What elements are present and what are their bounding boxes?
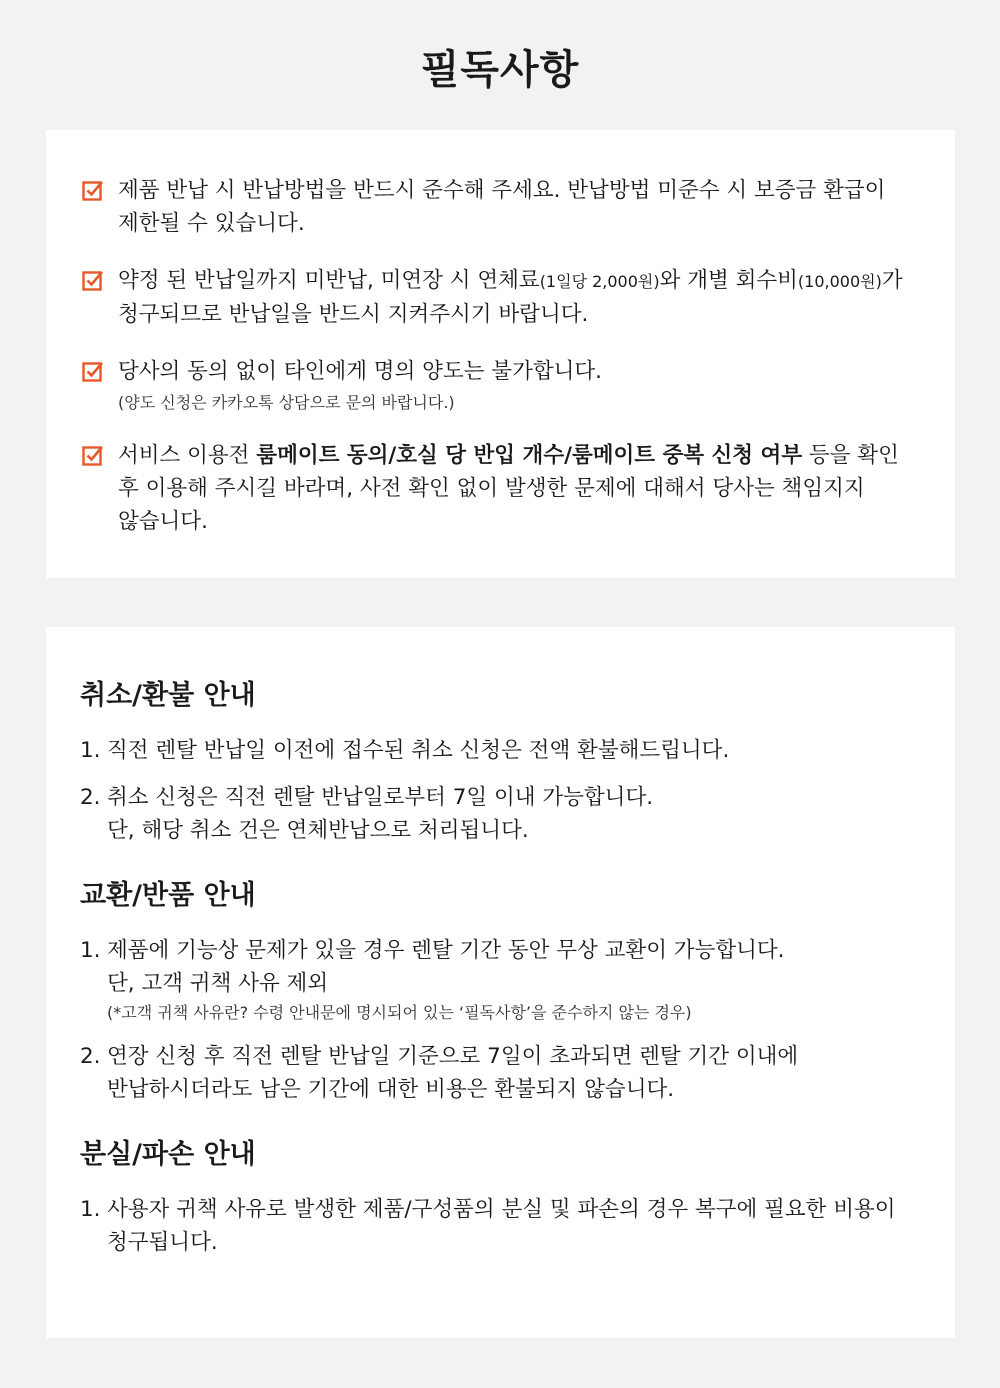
item-number: 2. — [80, 785, 101, 810]
notice-text: 서비스 이용전 — [118, 443, 257, 468]
notice-item — [82, 264, 915, 331]
late-fee-amount: (1일당 2,000원) — [539, 272, 660, 291]
checkbox-checked-icon — [82, 360, 104, 382]
item-text: 연장 신청 후 직전 렌탈 반납일 기준으로 7일이 초과되면 렌탈 기간 이내에 반납하시더라도 남은 기간에 대한 비용은 환불되지 않습니다. — [107, 1044, 799, 1102]
notice-emphasis: 룸메이트 동의/호실 당 반입 개수/룸메이트 중복 신청 여부 — [256, 443, 803, 468]
checkbox-checked-icon — [82, 179, 104, 201]
notice-text: 당사의 동의 없이 타인에게 명의 양도는 불가합니다. — [118, 359, 602, 384]
item-text: 제품에 기능상 문제가 있을 경우 렌탈 기간 동안 무상 교환이 가능합니다. — [107, 938, 785, 963]
list-item — [80, 1040, 915, 1106]
item-text: 사용자 귀책 사유로 발생한 제품/구성품의 분실 및 파손의 경우 복구에 필요한 비용이 청구됩니다. — [107, 1197, 896, 1255]
notice-item — [82, 439, 915, 538]
notice-subtext: (양도 신청은 카카오톡 상담으로 문의 바랍니다.) — [118, 393, 455, 412]
item-number: 1. — [80, 1197, 101, 1222]
section-title: 취소/환불 안내 — [80, 680, 256, 711]
section-title: 교환/반품 안내 — [80, 880, 256, 911]
notice-text: 제품 반납 시 반납방법을 반드시 준수해 주세요. 반납방법 미준수 시 보증금 환급이 제한될 수 있습니다. — [118, 178, 886, 236]
notice-text: 등을 확인 후 이용해 주시길 바라며, 사전 확인 없이 발생한 문제에 대해서 당사는 책임지지 않습니다. — [118, 443, 899, 534]
item-text: 취소 신청은 직전 렌탈 반납일로부터 7일 이내 가능합니다. — [107, 785, 654, 810]
page-title: 필독사항 — [420, 47, 580, 93]
collection-fee-amount: (10,000원) — [797, 272, 882, 291]
notice-item — [82, 174, 915, 240]
list-item — [80, 734, 915, 767]
notice-text: 약정 된 반납일까지 미반납, 미연장 시 연체료 — [118, 268, 540, 293]
item-text-line2: 단, 고객 귀책 사유 제외 — [107, 971, 329, 996]
checkbox-checked-icon — [82, 269, 104, 291]
cancel-refund-section — [80, 673, 915, 847]
list-item — [80, 934, 915, 1026]
notice-text: 가 청구되므로 반납일을 반드시 지켜주시기 바랍니다. — [118, 268, 903, 327]
loss-damage-section — [80, 1132, 915, 1259]
item-text-line2: 단, 해당 취소 건은 연체반납으로 처리됩니다. — [107, 818, 529, 843]
section-title: 분실/파손 안내 — [80, 1139, 256, 1170]
notice-card — [46, 130, 955, 578]
list-item — [80, 1193, 915, 1259]
item-number: 2. — [80, 1044, 101, 1069]
notice-text: 와 개별 회수비 — [659, 268, 798, 293]
item-number: 1. — [80, 738, 101, 763]
notice-item — [82, 355, 915, 415]
checkbox-checked-icon — [82, 444, 104, 466]
item-text: 직전 렌탈 반납일 이전에 접수된 취소 신청은 전액 환불해드립니다. — [107, 738, 730, 763]
policy-card — [46, 627, 955, 1338]
list-item — [80, 781, 915, 847]
item-number: 1. — [80, 938, 101, 963]
exchange-return-section — [80, 873, 915, 1106]
item-note: (*고객 귀책 사유란? 수령 안내문에 명시되어 있는 ‘필독사항’을 준수하지 않는 경우) — [107, 1003, 692, 1022]
